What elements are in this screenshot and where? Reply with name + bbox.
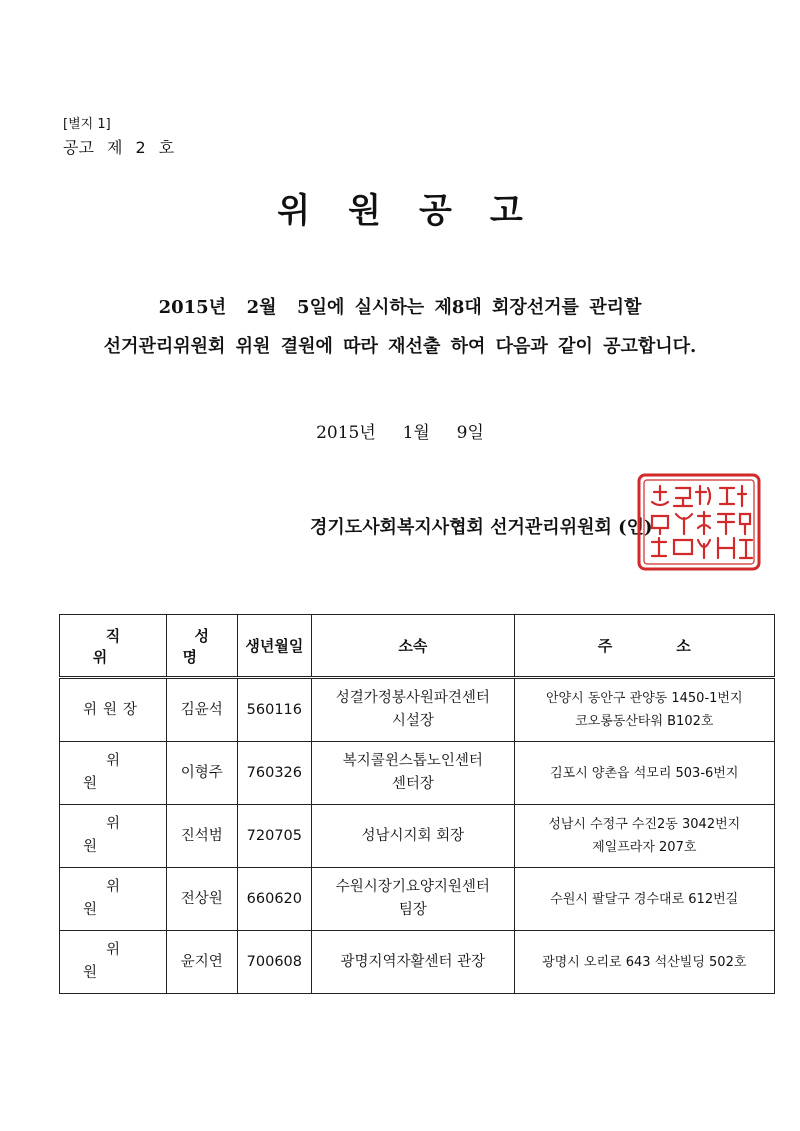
cell-birth: 660620 — [237, 868, 312, 931]
body-text-line-2: 선거관리위원회 위원 결원에 따라 재선출 하여 다음과 같이 공고합니다. — [103, 336, 697, 357]
header-name: 성명 — [167, 615, 237, 678]
cell-birth: 560116 — [237, 678, 312, 742]
cell-name: 전상원 — [167, 868, 237, 931]
cell-address: 광명시 오리로 643 석산빌딩 502호 — [514, 931, 774, 994]
cell-name: 진석범 — [167, 805, 237, 868]
cell-position: 위원 — [60, 868, 167, 931]
header-position: 직위 — [60, 615, 167, 678]
body-text-line-1: 2015년 2월 5일에 실시하는 제8대 회장선거를 관리할 — [158, 297, 642, 318]
cell-position: 위원 — [60, 805, 167, 868]
cell-birth: 760326 — [237, 742, 312, 805]
cell-affiliation: 광명지역자활센터 관장 — [312, 931, 514, 994]
cell-position: 위원장 — [60, 678, 167, 742]
cell-name: 윤지연 — [167, 931, 237, 994]
cell-name: 이형주 — [167, 742, 237, 805]
header-address: 주소 — [514, 615, 774, 678]
cell-address: 수원시 팔달구 경수대로 612번길 — [514, 868, 774, 931]
notice-number: 공고 제 2 호 — [63, 138, 175, 157]
cell-affiliation: 성결가정봉사원파견센터 시설장 — [312, 678, 514, 742]
table-row — [60, 868, 775, 931]
notice-date: 2015년 1월 9일 — [316, 423, 484, 443]
cell-name: 김윤석 — [167, 678, 237, 742]
table-row — [60, 805, 775, 868]
table-row — [60, 742, 775, 805]
cell-address: 김포시 양촌읍 석모리 503-6번지 — [514, 742, 774, 805]
cell-position: 위원 — [60, 742, 167, 805]
page-title: 위원공고 — [277, 191, 561, 231]
cell-affiliation: 수원시장기요양지원센터 팀장 — [312, 868, 514, 931]
cell-affiliation: 복지콜윈스톱노인센터 센터장 — [312, 742, 514, 805]
table-header-row — [60, 615, 775, 678]
table-row — [60, 931, 775, 994]
members-table — [59, 614, 775, 994]
header-birth-date: 생년월일 — [237, 615, 312, 678]
cell-address: 안양시 동안구 관양동 1450-1번지 코오롱동산타워 B102호 — [514, 678, 774, 742]
header-affiliation: 소속 — [312, 615, 514, 678]
issuer-name: 경기도사회복지사협회 선거관리위원회 (인) — [310, 517, 653, 538]
cell-position: 위원 — [60, 931, 167, 994]
cell-affiliation: 성남시지회 회장 — [312, 805, 514, 868]
official-seal-stamp — [636, 472, 762, 572]
table-row — [60, 678, 775, 742]
cell-address: 성남시 수정구 수진2동 3042번지 제일프라자 207호 — [514, 805, 774, 868]
cell-birth: 700608 — [237, 931, 312, 994]
cell-birth: 720705 — [237, 805, 312, 868]
annex-label: [별지 1] — [63, 117, 111, 132]
